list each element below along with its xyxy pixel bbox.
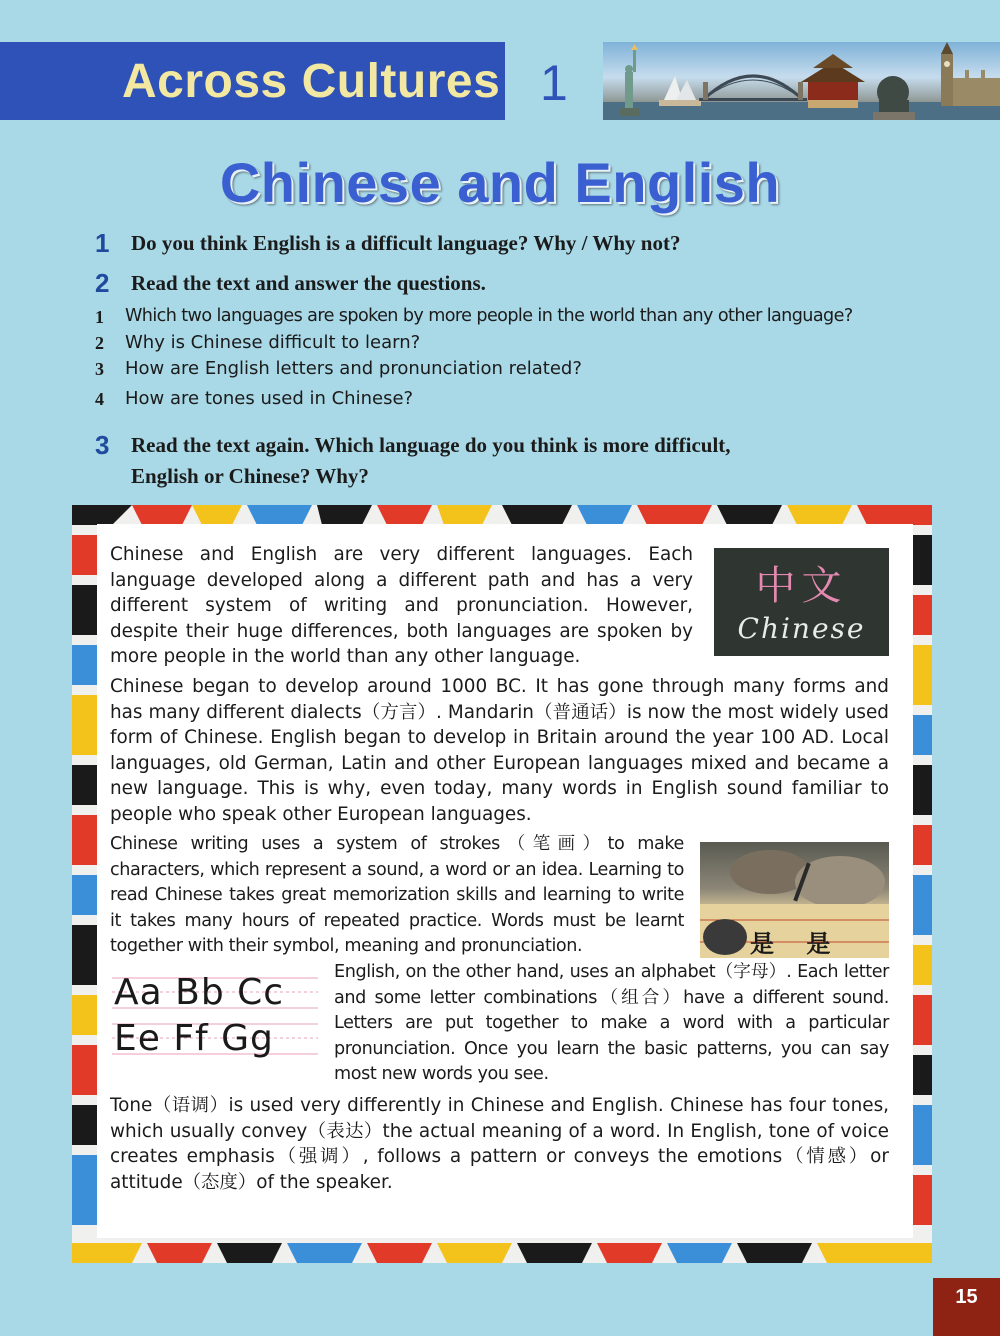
unit-header [0,42,1000,120]
question-text: How are tones used in Chinese? [125,388,414,409]
landmarks-illustration [603,42,1000,120]
question-number: 4 [95,389,104,409]
task-number: 2 [95,268,110,298]
chalkboard-image [714,548,889,656]
question-text: Why is Chinese difficult to learn? [125,332,421,353]
page-number-box [933,1278,1000,1336]
task-number: 3 [95,430,110,460]
article-paragraph-4: English, on the other hand, uses an alphabet（字母）. Each letter and some letter combinations（组合）have a different sound. Letters are put together to make a word with a particular pronunciation. Once you learn the basic patterns, you can say most new words you see. [334,962,889,1085]
task-text: Do you think English is a difficult language? Why / Why not? [131,231,681,255]
task-number: 1 [95,228,110,258]
article-paragraph-2: Chinese began to develop around 1000 BC. It has gone through many forms and has many different dialects（方言）. Mandarin（普通话）is now the most widely used form of Chinese. English began to develop in Britain around the year 100 AD. Local languages, old German, Latin and other European languages mixed and became a new language. This is why, even today, many words in English sound familiar to people who speak other European languages. [110,676,889,825]
question-text: How are English letters and pronunciation related? [125,358,582,379]
article-paragraph-5: Tone（语调）is used very differently in Chinese and English. Chinese has four tones, which usually convey（表达）the actual meaning of a word. In English, tone of voice creates emphasis（强调）, follows a pattern or conveys the emotions（情感）or attitude（态度）of the speaker. [110,1095,889,1193]
question-text: Which two languages are spoken by more people in the world than any other language? [125,306,853,326]
alphabet-row-1: Aa Bb Cc [114,972,285,1013]
page-number: 15 [955,1286,978,1308]
question-number: 2 [95,333,104,353]
calligraphy-characters: 是 是 [750,930,843,958]
task-text: Read the text and answer the questions. [131,271,486,295]
task-text-line2: English or Chinese? Why? [131,464,369,488]
calligraphy-photo [700,842,889,958]
chalkboard-chinese: 中文 [755,563,848,609]
landmarks-photo [603,42,1000,120]
article-paragraph-1: Chinese and English are very different languages. Each language developed along a different path and has a very different system of writing and pronunciation. However, despite their huge differences, both languages are spoken by more people in the world than any other language. [110,544,693,668]
question-number: 3 [95,359,104,379]
article-paragraph-3: Chinese writing uses a system of strokes（笔画）to make characters, which represent a sound, a word or an idea. Learning to read Chinese takes great memorization skills and learning to write it takes many hours of repeated practice. Words must be learnt together with their symbol, meaning and pronunciation. [110,834,684,957]
task-text-line1: Read the text again. Which language do you think is more difficult, [131,433,731,457]
alphabet-image [110,968,320,1068]
question-number: 1 [95,307,104,327]
alphabet-row-2: Ee Ff Gg [114,1018,274,1059]
section-title: Across Cultures [122,55,501,108]
chalkboard-english: Chinese [737,612,866,645]
unit-number: 1 [540,55,568,111]
page-title: Chinese and English [219,151,781,214]
